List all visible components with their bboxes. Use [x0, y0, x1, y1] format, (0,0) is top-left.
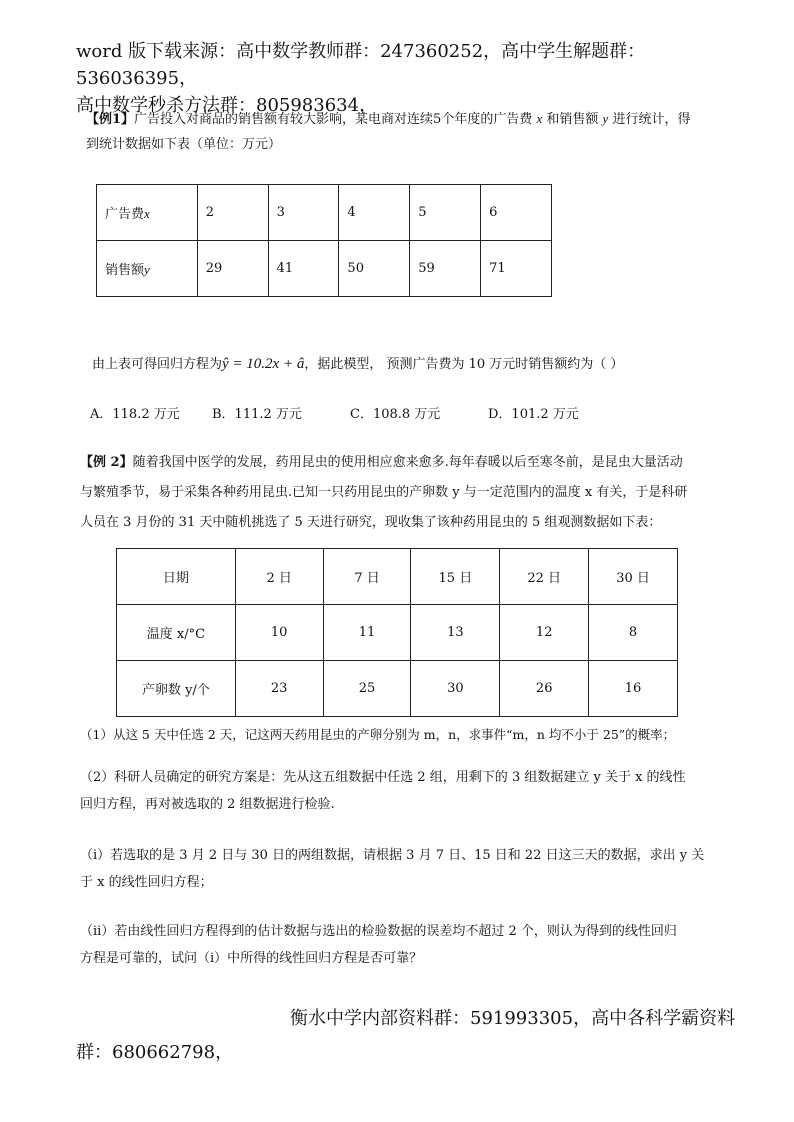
table-header-cell: 15 日 [411, 549, 500, 605]
table-cell: 8 [589, 605, 678, 661]
table-cell: 3 [268, 185, 339, 241]
example-1-question: 由上表可得回归方程为ŷ = 10.2x + â，据此模型， 预测广告费为 10 万元时销售额约为（ ） [92, 356, 624, 372]
table-cell: 29 [197, 241, 268, 297]
option-a: A．118.2 万元 [90, 407, 180, 422]
example-2-intro: 【例 2】随着我国中医学的发展，药用昆虫的使用相应愈来愈多.每年春暖以后至寒冬前，是昆虫大量活动 与繁殖季节，易于采集各种药用昆虫.已知一只药用昆虫的产卵数 y 与一定范围内的温度 x 有关，于是科研 人员在 3 月份的 31 天中随机挑选了 5 天进行研究，现收集了该种药用昆虫的 5 组观测数据如下表： [80, 455, 688, 530]
table-cell: 6 [481, 185, 552, 241]
table-row [97, 241, 552, 297]
footer-line-1: 衡水中学内部资料群：591993305，高中各科学霸资料 [290, 1008, 736, 1029]
question-1: （1）从这 5 天中任选 2 天，记这两天药用昆虫的产卵分别为 m，n，求事件“m，n 均不小于 25”的概率； [80, 727, 676, 742]
footer-line-2: 群：680662798， [76, 1042, 234, 1063]
row-label: 销售额y [97, 241, 198, 297]
row-label: 温度 x/°C [117, 605, 236, 661]
question-2: （2）科研人员确定的研究方案是：先从这五组数据中任选 2 组，用剩下的 3 组数据建立 y 关于 x 的线性 回归方程，再对被选取的 2 组数据进行检验. [80, 770, 686, 812]
table-cell: 11 [323, 605, 411, 661]
table-cell: 50 [339, 241, 410, 297]
example-1-line-1: 【例1】广告投入对商品的销售额有较大影响，某电商对连续5个年度的广告费 x 和销售额 y 进行统计，得 [86, 111, 691, 127]
table-cell: 71 [481, 241, 552, 297]
table-cell: 59 [410, 241, 481, 297]
row-label: 广告费x [97, 185, 198, 241]
example-2-tag: 【例 2】 [80, 455, 133, 470]
option-b: B．111.2 万元 [212, 407, 302, 422]
example-1-table [96, 184, 552, 297]
table-row [117, 661, 678, 717]
option-d: D．101.2 万元 [488, 407, 579, 422]
header-line-1: word 版下载来源：高中数学教师群：247360252，高中学生解题群：536036395， [76, 41, 646, 89]
row-label: 产卵数 y/个 [117, 661, 236, 717]
question-2-ii: （ⅱ）若由线性回归方程得到的估计数据与选出的检验数据的误差均不超过 2 个，则认为得到的线性回归 方程是可靠的，试问（ⅰ）中所得的线性回归方程是否可靠？ [80, 924, 677, 966]
table-cell: 10 [235, 605, 323, 661]
table-cell: 30 [411, 661, 500, 717]
table-header-cell: 30 日 [589, 549, 678, 605]
table-header-row [117, 549, 678, 605]
table-cell: 2 [197, 185, 268, 241]
table-cell: 4 [339, 185, 410, 241]
table-cell: 25 [323, 661, 411, 717]
header-line-2: 高中数学秒杀方法群：805983634， [76, 95, 378, 116]
table-header-cell: 2 日 [235, 549, 323, 605]
table-cell: 12 [500, 605, 589, 661]
option-c: C．108.8 万元 [350, 407, 441, 422]
table-row [117, 605, 678, 661]
table-cell: 41 [268, 241, 339, 297]
table-cell: 16 [589, 661, 678, 717]
table-cell: 13 [411, 605, 500, 661]
table-header-cell: 22 日 [500, 549, 589, 605]
example-2-table [116, 548, 678, 717]
table-header-cell: 7 日 [323, 549, 411, 605]
example-1-intro [86, 106, 726, 157]
table-header-cell: 日期 [117, 549, 236, 605]
table-cell: 26 [500, 661, 589, 717]
table-cell: 23 [235, 661, 323, 717]
example-1-tag: 【例1】 [86, 112, 135, 127]
table-row [97, 185, 552, 241]
table-cell: 5 [410, 185, 481, 241]
regression-equation: ŷ = 10.2x + â [222, 356, 305, 372]
question-2-i: （ⅰ）若选取的是 3 月 2 日与 30 日的两组数据，请根据 3 月 7 日、15 日和 22 日这三天的数据，求出 y 关 于 x 的线性回归方程； [80, 848, 705, 890]
example-1-line-2: 到统计数据如下表（单位：万元） [86, 137, 282, 152]
